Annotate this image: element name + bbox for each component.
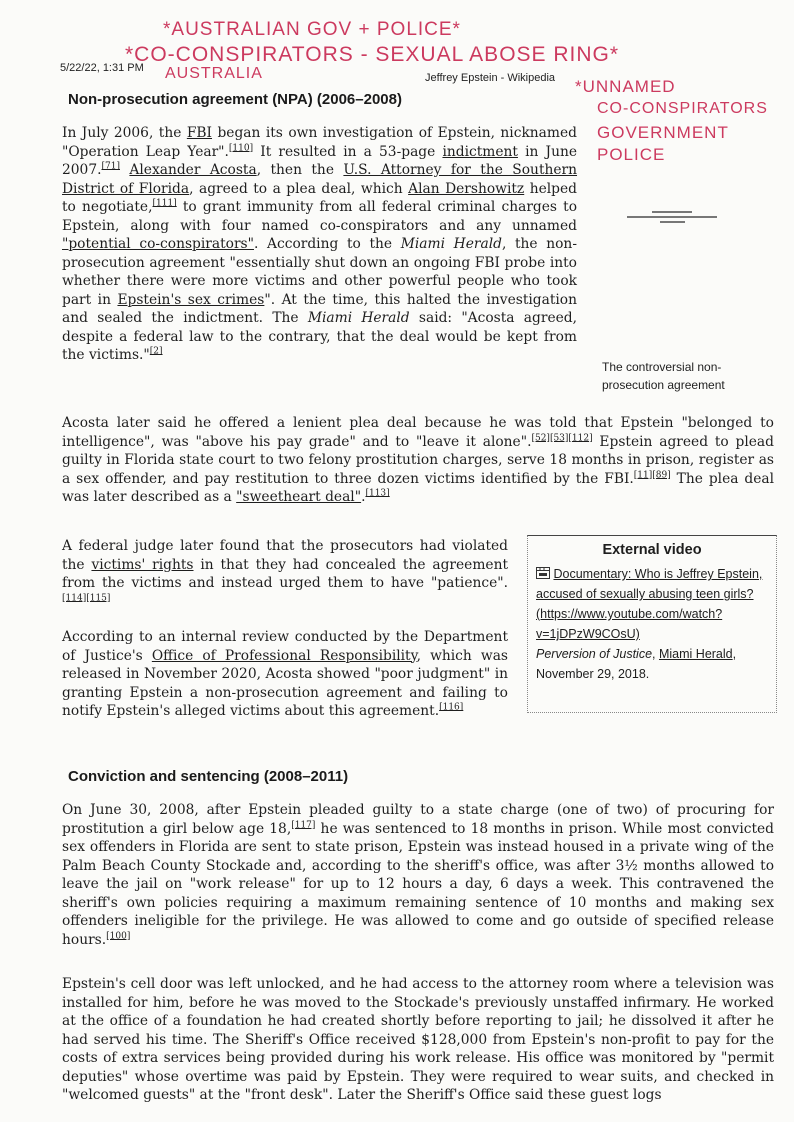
link-miami-herald[interactable]: Miami Herald xyxy=(658,647,733,661)
ref-2[interactable]: [2] xyxy=(149,346,163,357)
external-video-box: External video Documentary: Who is Jeffrey Epstein, accused of sexually abusing teen girls? (https://www.youtube.com/watch?v=1jDPzW9COsU) Perversion of Justice, Miami Herald, November 29, 2018. xyxy=(527,535,777,713)
npa-paragraph-4: According to an internal review conducted by the Department of Justice's Office of Professional Responsibility, which was released in November 2020, Acosta showed "poor judgment" in granting Epstein a non-prosecution agreement and failing to notify Epstein's alleged victims about this agreement.[116] xyxy=(62,629,509,719)
ref-100[interactable]: [100] xyxy=(106,930,131,941)
annotation-australia: AUSTRALIA xyxy=(165,65,263,82)
annotation-australian-gov: *AUSTRALIAN GOV + POLICE* xyxy=(163,19,461,40)
link-alexander-acosta[interactable]: Alexander Acosta xyxy=(129,162,257,178)
link-office-of-professional-responsibility[interactable]: Office of Professional Responsibility xyxy=(151,647,417,664)
ref-114-115[interactable]: [114][115] xyxy=(62,592,111,603)
annotation-unnamed: *UNNAMED xyxy=(575,77,676,96)
external-video-date: , November 29, 2018. xyxy=(536,647,737,681)
ref-52-53-112[interactable]: [52][53][112] xyxy=(531,432,593,443)
section-title-npa: Non-prosecution agreement (NPA) (2006–2008) xyxy=(68,91,402,108)
conviction-paragraph-2: Epstein's cell door was left unlocked, and he had access to the attorney room where a television was installed for him, before he was moved to the Stockade's previously unstaffed infirmary. He worked at the office of a foundation he had created shortly before reporting to jail; he dissolved it after he had served his time. The Sheriff's Office received $128,000 from Epstein's non-profit to pay for the costs of extra services being provided during his work release. His office was monitored by "permit deputies" whose overtime was paid by Epstein. They were required to wear suits, and checked in "welcomed guests" at the "front desk". Later the Sheriff's Office said these guest logs xyxy=(62,976,774,1103)
ref-113[interactable]: [113] xyxy=(365,488,390,499)
section-title-conviction: Conviction and sentencing (2008–2011) xyxy=(68,768,349,785)
link-victims-rights[interactable]: victims' rights xyxy=(91,556,194,573)
npa-paragraph-2: Acosta later said he offered a lenient plea deal because he was told that Epstein "belonged to intelligence", was "above his pay grade" and to "leave it alone".[52][53][112] Epstein agreed to plead guilty in Florida state court to two felony prostitution charges, serve 18 months in prison, register as a sex offender, and pay restitution to three dozen victims identified by the FBI.[11][89] The plea deal was later described as a "sweetheart deal".[113] xyxy=(62,415,774,505)
annotation-police: POLICE xyxy=(597,145,666,164)
npa-paragraph-3: A federal judge later found that the prosecutors had violated the victims' rights in that they had concealed the agreement from the victims and instead urged them to have "patience".[114][115] xyxy=(62,538,509,603)
link-sweetheart-deal[interactable]: "sweetheart deal" xyxy=(236,489,362,505)
npa-document-thumbnail[interactable] xyxy=(622,208,722,226)
npa-image-caption: The controversial non-prosecution agreement xyxy=(602,360,725,392)
annotation-co-conspirators-right: CO-CONSPIRATORS xyxy=(597,100,768,117)
ref-110[interactable]: [110] xyxy=(228,142,254,153)
ref-111[interactable]: [111] xyxy=(152,198,177,209)
potential-co-conspirators: "potential co-conspirators" xyxy=(62,236,254,252)
link-epstein-sex-crimes[interactable]: Epstein's sex crimes xyxy=(117,291,265,308)
annotation-co-conspirators: *CO-CONSPIRATORS - SEXUAL ABOSE RING* xyxy=(125,43,620,66)
link-alan-dershowitz[interactable]: Alan Dershowitz xyxy=(408,180,525,197)
print-timestamp: 5/22/22, 1:31 PM xyxy=(60,62,144,74)
link-indictment[interactable]: indictment xyxy=(442,143,518,160)
external-video-source: Perversion of Justice xyxy=(536,647,653,661)
ref-117[interactable]: [117] xyxy=(291,819,316,830)
npa-paragraph-1: In July 2006, the FBI began its own investigation of Epstein, nicknamed "Operation Leap Year".[110] It resulted in a 53-page indictment in June 2007.[71] Alexander Acosta, then the U.S. Attorney for the Southern District of Florida, agreed to a plea deal, which Alan Dershowitz helped to negotiate,[111] to grant immunity from all federal criminal charges to Epstein, along with four named co-conspirators and any unnamed "potential co-conspirators". According to the Miami Herald, the non-prosecution agreement "essentially shut down an ongoing FBI probe into whether there were more victims and other powerful people who took part in Epstein's sex crimes". At the time, this halted the investigation and sealed the indictment. The Miami Herald said: "Acosta agreed, despite a federal law to the contrary, that the deal would be kept from the victims."[2] xyxy=(62,125,578,363)
ref-71[interactable]: [71] xyxy=(101,161,120,172)
annotation-government: GOVERNMENT xyxy=(597,123,729,142)
external-video-link[interactable]: Documentary: Who is Jeffrey Epstein, accused of sexually abusing teen girls? (https://www.youtube.com/watch?v=1jDPzW9COsU) xyxy=(536,567,763,641)
link-fbi[interactable]: FBI xyxy=(186,125,213,141)
link-us-attorney[interactable]: U.S. Attorney for the Southern District of Florida xyxy=(62,162,578,197)
ref-11-89[interactable]: [11][89] xyxy=(633,469,671,480)
external-video-title: External video xyxy=(602,542,702,558)
ref-116[interactable]: [116] xyxy=(439,702,464,713)
conviction-paragraph-1: On June 30, 2008, after Epstein pleaded guilty to a state charge (one of two) of procuring for prostitution a girl below age 18,[117] he was sentenced to 18 months in prison. While most convicted sex offenders in Florida are sent to state prison, Epstein was instead housed in a private wing of the Palm Beach County Stockade and, according to the sheriff's office, was after 3½ months allowed to leave the jail on "work release" for up to 12 hours a day, 6 days a week. This contravened the sheriff's own policies requiring a maximum remaining sentence of 10 months and making sex offenders ineligible for the privilege. He was allowed to come and go outside of specified release hours.[100] xyxy=(62,802,775,948)
print-page-title: Jeffrey Epstein - Wikipedia xyxy=(425,72,556,84)
film-icon xyxy=(536,567,553,581)
